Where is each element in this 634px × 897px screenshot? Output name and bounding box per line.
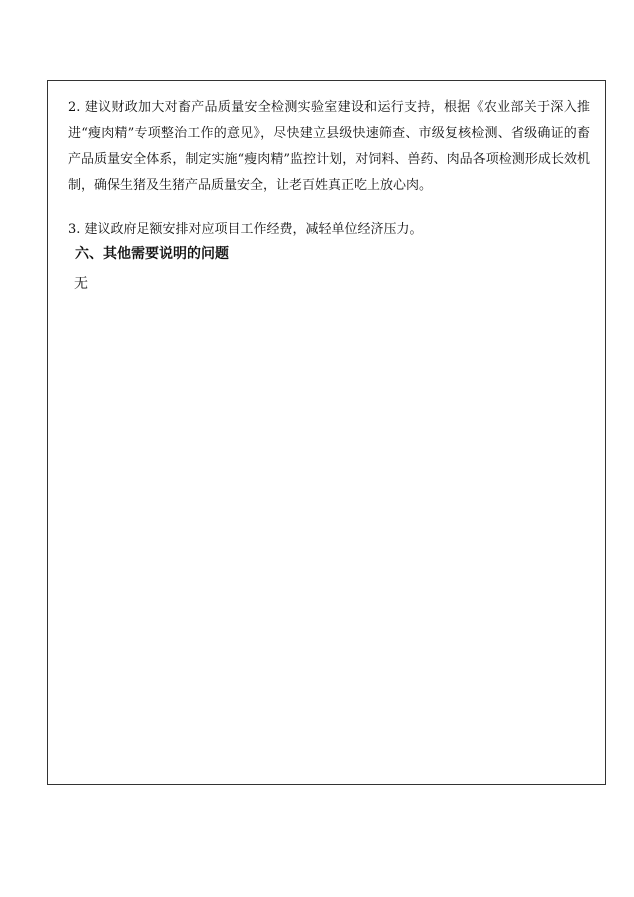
suggestion-item-3: 3. 建议政府足额安排对应项目工作经费，减轻单位经济压力。: [68, 222, 423, 237]
form-table-border: [47, 80, 606, 785]
suggestion-item-2: 2. 建议财政加大对畜产品质量安全检测实验室建设和运行支持，根据《农业部关于深入推进“瘦肉精”专项整治工作的意见》，尽快建立县级快速筛查、市级复核检测、省级确证的畜产品质量安全体系，制定实施“瘦肉精”监控计划，对饲料、兽药、肉品各项检测形成长效机制，确保生猪及生猪产品质量安全，让老百姓真正吃上放心肉。: [68, 100, 590, 193]
section-heading-other-issues: 六、其他需要说明的问题: [75, 246, 229, 262]
other-issues-answer: 无: [74, 276, 88, 292]
